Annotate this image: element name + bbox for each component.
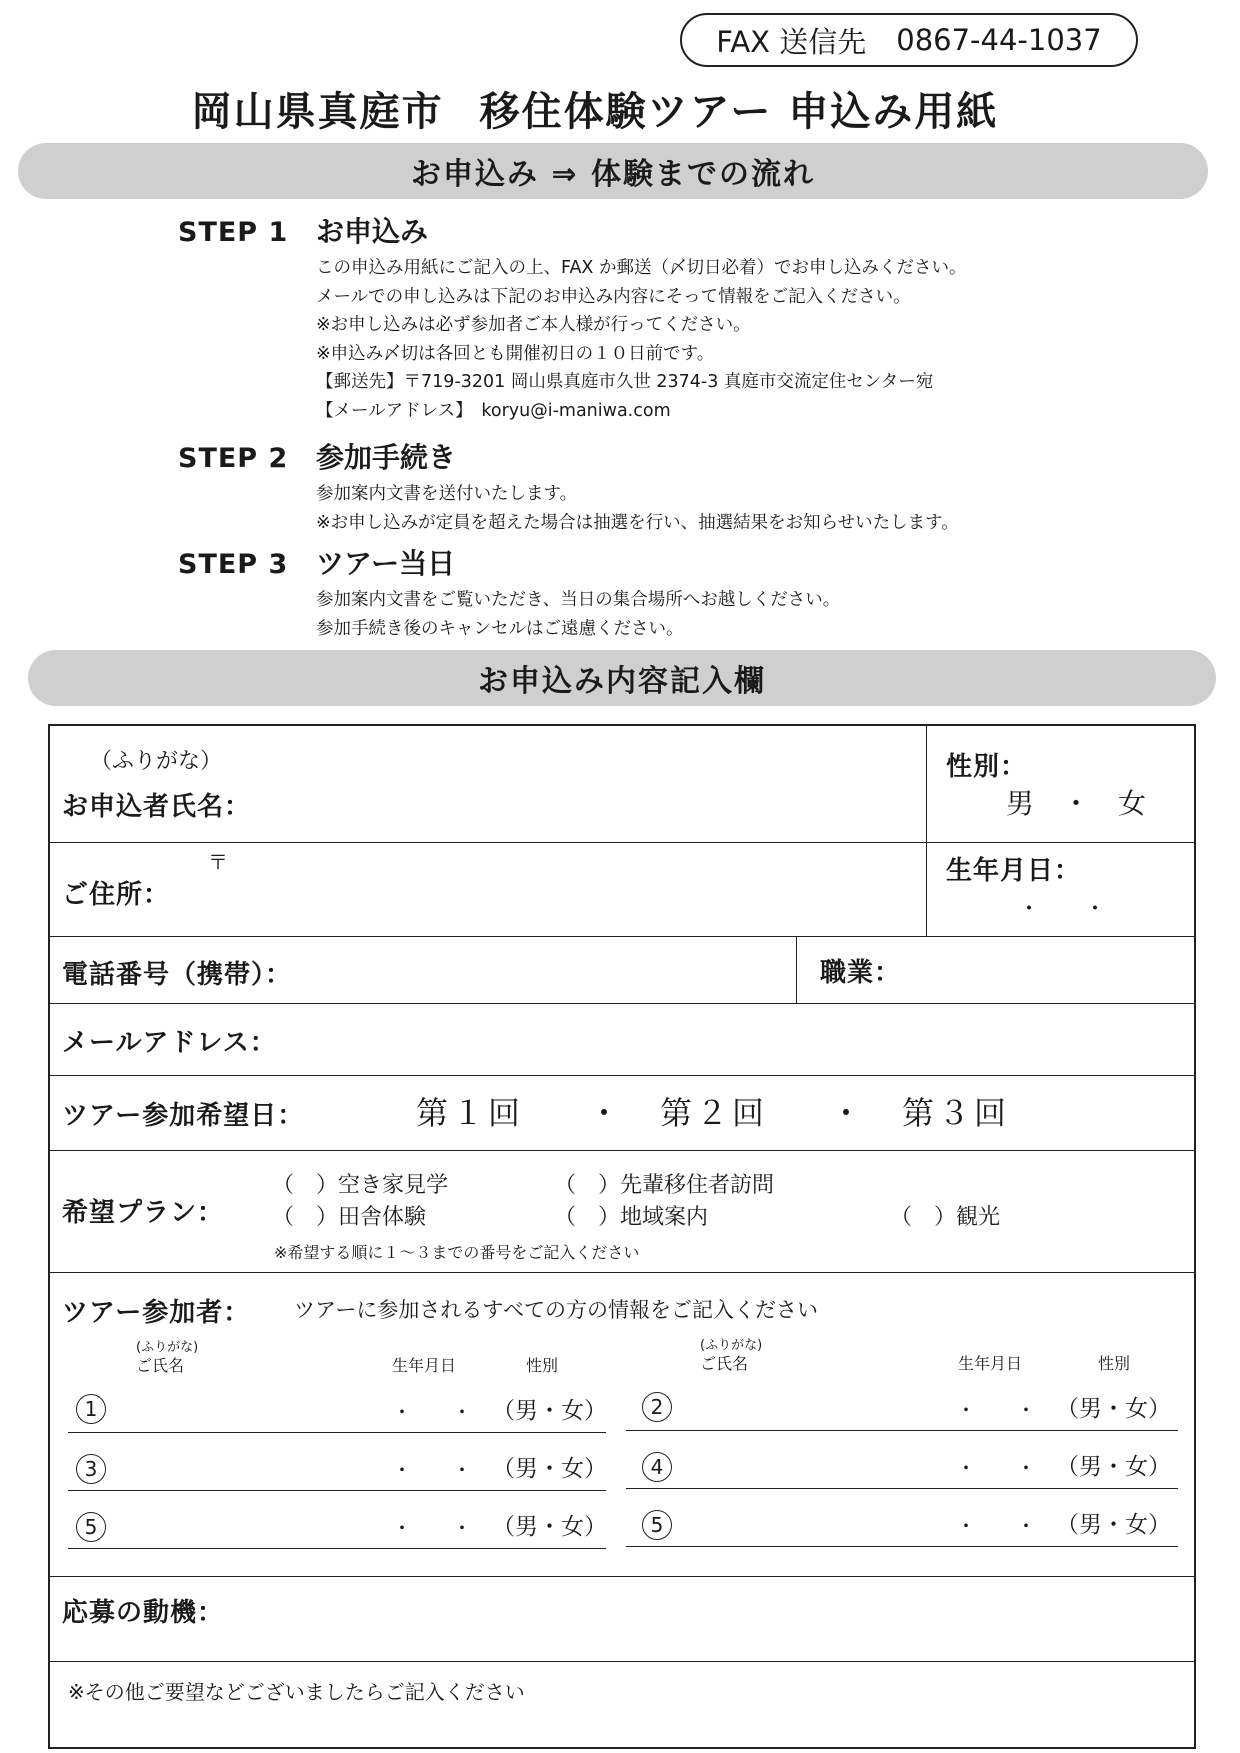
plan-option[interactable]: [272, 1168, 448, 1199]
email-label: メールアドレス：: [62, 1028, 277, 1058]
step-number: STEP 2: [178, 443, 289, 474]
plan-option[interactable]: [890, 1200, 1000, 1231]
title-city: 岡山県真庭市: [191, 89, 444, 135]
participant-row-line: [626, 1430, 1178, 1431]
plan-option[interactable]: [554, 1168, 774, 1199]
plan-checkbox[interactable]: （ ）: [554, 1205, 621, 1230]
participant-row-line: [626, 1546, 1178, 1547]
furigana-label: （ふりがな）: [90, 749, 223, 774]
plan-checkbox[interactable]: （ ）: [272, 1173, 339, 1198]
application-form: [48, 724, 1196, 1749]
participant-number: 4: [642, 1452, 672, 1482]
plan-name: 田舎体験: [338, 1205, 427, 1230]
divider: [50, 936, 1194, 937]
col-birth: 生年月日: [958, 1354, 1023, 1373]
participant-number: 5: [642, 1510, 672, 1540]
step-2: [178, 436, 959, 537]
plan-name: 先輩移住者訪問: [620, 1173, 775, 1198]
participant-row-line: [626, 1488, 1178, 1489]
step-line: 【郵送先】〒719-3201 岡山県真庭市久世 2374-3 真庭市交流定住センター宛: [316, 372, 934, 392]
participants-label: ツアー参加者：: [62, 1298, 251, 1328]
other-requests-note: ※その他ご要望などございましたらご記入ください: [68, 1680, 525, 1704]
col-name: ご氏名: [136, 1356, 185, 1375]
postal-mark: 〒: [208, 850, 228, 874]
plan-name: 地域案内: [620, 1205, 709, 1230]
occupation-label: 職業：: [820, 958, 902, 988]
tour-round-separator: ・: [588, 1094, 625, 1132]
step-line: 参加手続き後のキャンセルはご遠慮ください。: [316, 618, 684, 639]
plan-checkbox[interactable]: （ ）: [272, 1205, 339, 1230]
participant-sex[interactable]: （男・女）: [492, 1456, 607, 1482]
plan-checkbox[interactable]: （ ）: [554, 1173, 621, 1198]
step-title: 参加手続き: [316, 441, 457, 474]
step-line: この申込み用紙にご記入の上、FAX か郵送（〆切日必着）でお申し込みください。: [316, 258, 967, 278]
col-sex: 性別: [1098, 1354, 1131, 1373]
step-3: [178, 542, 840, 643]
divider: [796, 936, 797, 1003]
divider: [50, 1661, 1194, 1662]
plan-option[interactable]: [272, 1200, 426, 1231]
step-number: STEP 1: [178, 217, 289, 248]
tour-round-2[interactable]: 第２回: [660, 1094, 769, 1132]
divider: [50, 842, 1194, 843]
divider: [50, 1075, 1194, 1076]
participant-sex[interactable]: （男・女）: [1056, 1396, 1171, 1422]
entry-banner: お申込み内容記入欄: [28, 650, 1216, 706]
participant-birth-dots: ・ ・: [956, 1456, 1036, 1480]
participant-birth-dots: ・ ・: [392, 1400, 472, 1424]
plan-checkbox[interactable]: （ ）: [890, 1205, 957, 1230]
col-sex: 性別: [526, 1356, 559, 1375]
tour-round-3[interactable]: 第３回: [902, 1094, 1011, 1132]
participant-row-line: [68, 1432, 606, 1433]
plan-name: 観光: [956, 1205, 1001, 1230]
col-furigana: (ふりがな): [700, 1338, 763, 1353]
step-1: [178, 210, 966, 425]
page-title: [0, 80, 1190, 137]
step-number: STEP 3: [178, 549, 289, 580]
tour-date-label: ツアー参加希望日：: [62, 1101, 305, 1131]
sex-options[interactable]: 男 ・ 女: [1006, 787, 1147, 820]
step-line: ※お申し込みは必ず参加者ご本人様が行ってください。: [316, 315, 751, 335]
title-form-name: 移住体験ツアー 申込み用紙: [479, 89, 999, 135]
step-line: ※お申し込みが定員を超えた場合は抽選を行い、抽選結果をお知らせいたします。: [316, 512, 959, 533]
step-line: メールでの申し込みは下記のお申込み内容にそって情報をご記入ください。: [316, 286, 911, 307]
step-line: 【メールアドレス】 koryu@i-maniwa.com: [316, 400, 671, 421]
participant-number: 2: [642, 1392, 672, 1422]
step-title: ツアー当日: [316, 547, 456, 580]
tour-round-separator: ・: [830, 1094, 867, 1132]
col-name: ご氏名: [700, 1354, 749, 1373]
participants-note: ツアーに参加されるすべての方の情報をご記入ください: [294, 1298, 818, 1322]
participant-row-line: [68, 1548, 606, 1549]
participant-birth-dots: ・ ・: [956, 1398, 1036, 1422]
participant-row-line: [68, 1490, 606, 1491]
step-line: ※申込み〆切は各回とも開催初日の１０日前です。: [316, 343, 715, 364]
participant-number: 5: [76, 1512, 106, 1542]
sex-label: 性別：: [946, 752, 1028, 782]
plan-note: ※希望する順に１～３までの番号をご記入ください: [274, 1243, 640, 1262]
birthdate-label: 生年月日：: [946, 856, 1082, 886]
plan-label: 希望プラン：: [62, 1198, 225, 1228]
divider: [50, 1576, 1194, 1577]
divider: [926, 726, 927, 936]
fax-destination: [680, 13, 1138, 67]
flow-banner: お申込み ⇒ 体験までの流れ: [18, 143, 1208, 199]
participant-birth-dots: ・ ・: [392, 1458, 472, 1482]
divider: [50, 1272, 1194, 1273]
participant-sex[interactable]: （男・女）: [492, 1514, 607, 1540]
divider: [50, 1003, 1194, 1004]
col-birth: 生年月日: [392, 1356, 457, 1375]
participant-sex[interactable]: （男・女）: [1056, 1454, 1171, 1480]
step-line: 参加案内文書をご覧いただき、当日の集合場所へお越しください。: [316, 590, 841, 610]
participant-birth-dots: ・ ・: [392, 1516, 472, 1540]
step-title: お申込み: [316, 215, 429, 248]
col-furigana: (ふりがな): [136, 1340, 199, 1355]
participant-number: 1: [76, 1394, 106, 1424]
participant-birth-dots: ・ ・: [956, 1514, 1036, 1538]
participant-number: 3: [76, 1454, 106, 1484]
participant-sex[interactable]: （男・女）: [1056, 1512, 1171, 1538]
step-line: 参加案内文書を送付いたします。: [316, 484, 578, 504]
motivation-label: 応募の動機：: [62, 1598, 225, 1628]
phone-label: 電話番号（携帯）：: [62, 960, 293, 990]
divider: [50, 1150, 1194, 1151]
fax-label: FAX 送信先: [716, 24, 867, 59]
tour-round-1[interactable]: 第１回: [416, 1094, 525, 1132]
participant-sex[interactable]: （男・女）: [492, 1398, 607, 1424]
plan-option[interactable]: [554, 1200, 708, 1231]
birthdate-dots: ・ ・: [1018, 897, 1107, 922]
address-label: ご住所：: [62, 880, 171, 910]
fax-number: 0867-44-1037: [896, 23, 1102, 57]
applicant-name-label: お申込者氏名：: [62, 792, 252, 822]
plan-name: 空き家見学: [338, 1173, 449, 1198]
